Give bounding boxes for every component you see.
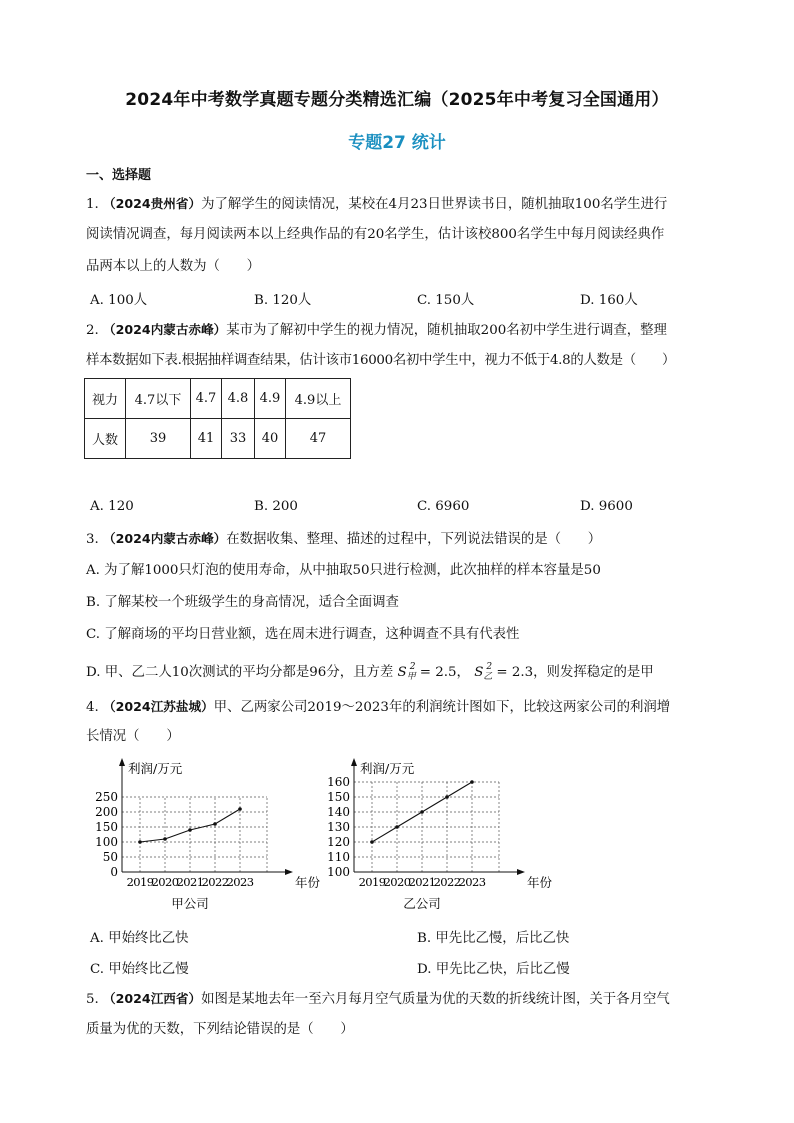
q3-option-a: A. 为了解1000只灯泡的使用寿命，从中抽取50只进行检测，此次抽样的样本容量是50	[86, 563, 601, 578]
q2-line2: 样本数据如下表.根据抽样调查结果，估计该市16000名初中学生中，视力不低于4.8的人数是（ ）	[86, 353, 676, 368]
chart-jia-x-tick-label: 2020	[151, 875, 179, 889]
q4-source: （2024江苏盐城）	[103, 699, 214, 714]
table-cell: 4.8	[222, 379, 255, 419]
q5-text: 如图是某地去年一至六月每月空气质量为优的天数的折线统计图，关于各月空气	[201, 992, 670, 1007]
chart-jia-data-point	[213, 822, 217, 826]
chart-jia-profit	[86, 756, 326, 916]
chart-jia-x-axis-label: 年份	[295, 875, 321, 890]
table-header-row	[85, 379, 351, 419]
q2-option-b: B. 200	[254, 499, 298, 514]
q4-line2: 长情况（ ）	[86, 729, 180, 744]
q1-line1	[86, 195, 667, 214]
chart-jia-x-axis-arrow	[285, 869, 293, 875]
q4-option-d: D. 甲先比乙快，后比乙慢	[417, 962, 570, 977]
q5-source: （2024江西省）	[103, 991, 202, 1006]
table-cell: 47	[286, 419, 351, 459]
chart-yi-y-tick-label: 150	[327, 790, 350, 804]
chart-yi-y-tick-label: 130	[327, 820, 350, 834]
chart-yi-profit	[318, 756, 558, 916]
table-row	[85, 419, 351, 459]
table-cell: 4.9以上	[286, 379, 351, 419]
q4-option-a: A. 甲始终比乙快	[90, 931, 189, 946]
vision-table	[84, 378, 351, 459]
chart-yi-y-tick-label: 120	[327, 835, 350, 849]
q4-text: 甲、乙两家公司2019～2023年的利润统计图如下，比较这两家公司的利润增	[213, 700, 671, 715]
chart-yi-x-axis-label: 年份	[527, 875, 553, 890]
q3-number: 3.	[86, 532, 99, 547]
variance-yi-value: = 2.3，则发挥稳定的是甲	[496, 665, 654, 680]
variance-symbol-yi: $S_乙^2$	[474, 662, 493, 682]
chart-yi-data-point	[395, 825, 399, 829]
q1-number: 1.	[86, 197, 99, 212]
chart-jia-x-tick-label: 2019	[126, 875, 154, 889]
q5-line2: 质量为优的天数，下列结论错误的是（ ）	[86, 1022, 354, 1037]
chart-yi-y-axis-arrow	[351, 758, 357, 766]
chart-yi-y-tick-label: 140	[327, 805, 350, 819]
chart-jia-y-tick-label: 150	[95, 820, 118, 834]
chart-jia-y-axis-arrow	[119, 758, 125, 766]
q2-line1	[86, 321, 667, 340]
q4-line1	[86, 698, 670, 717]
chart-jia-data-point	[163, 837, 167, 841]
q3-text: 在数据收集、整理、描述的过程中，下列说法错误的是（ ）	[226, 532, 602, 547]
q3-line1	[86, 530, 601, 549]
chart-jia-data-point	[138, 840, 142, 844]
q3-option-d	[86, 658, 654, 686]
chart-yi-x-tick-label: 2022	[433, 875, 461, 889]
chart-yi-y-tick-label: 100	[327, 865, 350, 879]
q1-line3: 品两本以上的人数为（ ）	[86, 259, 261, 274]
chart-jia-x-tick-label: 2023	[226, 875, 254, 889]
chart-jia-y-tick-label: 200	[95, 805, 118, 819]
q4-option-c: C. 甲始终比乙慢	[90, 962, 189, 977]
chart-yi-x-axis-arrow	[517, 869, 525, 875]
variance-jia-value: = 2.5，	[419, 665, 470, 680]
q1-line2: 阅读情况调查，每月阅读两本以上经典作品的有20名学生，估计该校800名学生中每月阅读经典作	[86, 227, 665, 242]
chart-yi-y-axis-label: 利润/万元	[360, 761, 415, 776]
chart-jia-caption: 甲公司	[171, 896, 209, 911]
chart-jia-y-tick-label: 250	[95, 790, 118, 804]
chart-jia-x-tick-label: 2022	[201, 875, 229, 889]
table-cell: 4.7	[191, 379, 222, 419]
table-cell: 人数	[85, 419, 126, 459]
table-cell: 40	[255, 419, 286, 459]
chart-jia-y-tick-label: 50	[102, 850, 118, 864]
q1-text: 为了解学生的阅读情况，某校在4月23日世界读书日，随机抽取100名学生进行	[201, 197, 668, 212]
chart-jia-y-tick-label: 0	[110, 865, 118, 879]
chart-yi-x-tick-label: 2023	[458, 875, 486, 889]
chart-yi-x-tick-label: 2019	[358, 875, 386, 889]
chart-jia-y-tick-label: 100	[95, 835, 118, 849]
q3-option-d-text: D. 甲、乙二人10次测试的平均分都是96分，且方差	[86, 665, 394, 680]
q2-option-c: C. 6960	[417, 499, 470, 514]
q2-text: 某市为了解初中学生的视力情况，随机抽取200名初中学生进行调查，整理	[226, 323, 667, 338]
chart-jia-data-point	[188, 828, 192, 832]
q1-option-c: C. 150人	[417, 293, 475, 308]
chart-yi-data-point	[420, 810, 424, 814]
q2-option-d: D. 9600	[580, 499, 633, 514]
chart-yi-data-point	[370, 840, 374, 844]
chart-yi-y-tick-label: 160	[327, 775, 350, 789]
section-heading: 一、选择题	[86, 168, 152, 183]
chart-jia-y-axis-label: 利润/万元	[128, 761, 183, 776]
q1-option-d: D. 160人	[580, 293, 638, 308]
document-title: 2024年中考数学真题专题分类精选汇编（2025年中考复习全国通用）	[125, 90, 669, 110]
q4-option-b: B. 甲先比乙慢，后比乙快	[417, 931, 570, 946]
table-cell: 4.9	[255, 379, 286, 419]
chart-yi-x-tick-label: 2021	[408, 875, 436, 889]
q3-option-b: B. 了解某校一个班级学生的身高情况，适合全面调查	[86, 595, 399, 610]
chart-yi-caption: 乙公司	[403, 896, 441, 911]
chart-yi-x-tick-label: 2020	[383, 875, 411, 889]
table-cell: 39	[126, 419, 191, 459]
q3-option-c: C. 了解商场的平均日营业额，选在周末进行调查，这种调查不具有代表性	[86, 627, 520, 642]
q1-option-a: A. 100人	[90, 293, 148, 308]
table-cell: 33	[222, 419, 255, 459]
q3-source: （2024内蒙古赤峰）	[103, 531, 227, 546]
chart-jia-data-point	[238, 807, 242, 811]
q2-number: 2.	[86, 323, 99, 338]
q1-source: （2024贵州省）	[103, 196, 202, 211]
chart-yi-y-tick-label: 110	[327, 850, 350, 864]
topic-title: 专题27 统计	[348, 133, 446, 153]
q2-source: （2024内蒙古赤峰）	[103, 322, 227, 337]
q5-line1	[86, 990, 670, 1009]
table-cell: 视力	[85, 379, 126, 419]
q5-number: 5.	[86, 992, 99, 1007]
q4-number: 4.	[86, 700, 99, 715]
table-cell: 41	[191, 419, 222, 459]
chart-jia-series-line	[140, 809, 240, 842]
chart-jia-x-tick-label: 2021	[176, 875, 204, 889]
chart-yi-data-point	[445, 795, 449, 799]
q2-option-a: A. 120	[90, 499, 134, 514]
chart-yi-data-point	[470, 780, 474, 784]
q1-option-b: B. 120人	[254, 293, 312, 308]
variance-symbol-jia: $S_甲^2$	[397, 662, 416, 682]
table-cell: 4.7以下	[126, 379, 191, 419]
